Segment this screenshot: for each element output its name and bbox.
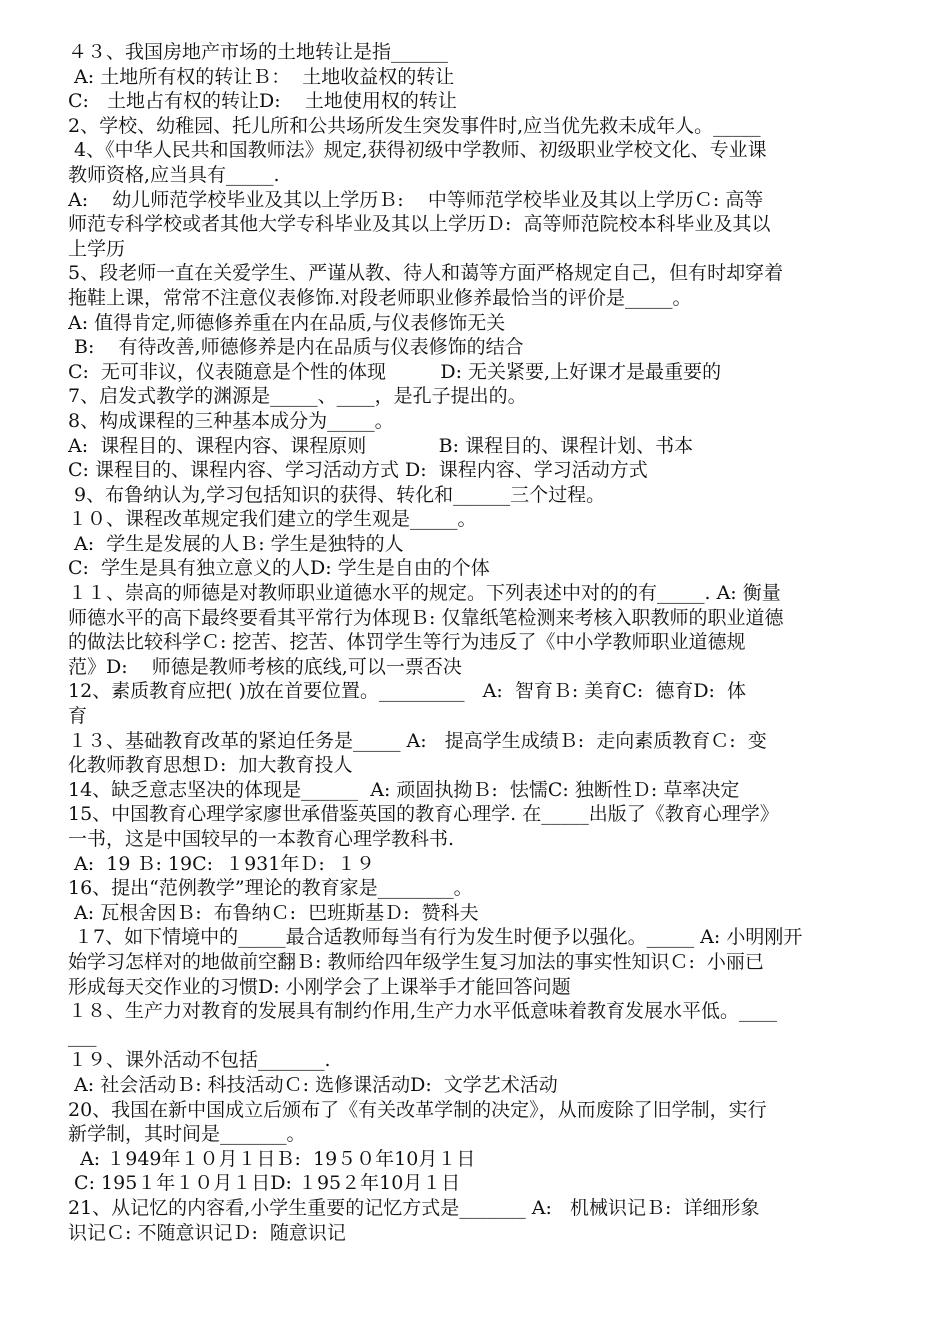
text-line: A: 学生是发展的人Ｂ: 学生是独特的人: [68, 532, 404, 555]
text-line: A: 土地所有权的转让Ｂ： 土地收益权的转让: [68, 65, 455, 88]
text-line: [68, 1245, 882, 1270]
text-line: 化教师教育思想Ｄ: 加大教育投人: [68, 754, 353, 777]
text-line: 识记Ｃ: 不随意识记Ｄ: 随意识记: [68, 1221, 346, 1244]
text-line: 拖鞋上课，常常不注意仪表修饰.对段老师职业修养最恰当的评价是_____。: [68, 286, 692, 309]
document-page: [68, 40, 882, 1270]
text-line: 师范专科学校或者其他大学专科毕业及其以上学历Ｄ: 高等师范院校本科毕业及其以: [68, 213, 771, 236]
text-line: C: 土地占有权的转让D: 土地使用权的转让: [68, 90, 457, 113]
text-line: 师德水平的高下最终要看其平常行为体现Ｂ: 仅靠纸笔检测来考核入职教师的职业道德: [68, 606, 784, 629]
text-line: １９、课外活动不包括_______.: [68, 1049, 331, 1072]
text-line: C: 195１年１０月１日D: １95２年10月１日: [68, 1172, 461, 1195]
text-line: 9、布鲁纳认为,学习包括知识的获得、转化和______三个过程。: [68, 483, 606, 506]
text-line: A: 课程目的、课程内容、课程原则 B: 课程目的、课程计划、书本: [68, 434, 694, 457]
text-line: 15、中国教育心理学家廖世承借鉴英国的教育心理学. 在_____出版了《教育心理学》: [68, 803, 779, 826]
text-line: 7、启发式教学的渊源是_____、____，是孔子提出的。: [68, 385, 527, 408]
text-line: 20、我国在新中国成立后颁布了《有关改革学制的决定》，从而废除了旧学制，实行: [68, 1098, 767, 1121]
text-line: A: 瓦根舍因Ｂ: 布鲁纳Ｃ: 巴班斯基Ｄ: 赞科夫: [68, 901, 479, 924]
text-line: 16、提出“范例教学”理论的教育家是________。: [68, 877, 473, 900]
text-line: 4、《中华人民共和国教师法》规定,获得初级中学教师、初级职业学校文化、专业课: [68, 139, 767, 162]
text-line: １３、基础教育改革的紧迫任务是_____ A: 提高学生成绩Ｂ: 走向素质教育Ｃ: 变: [68, 729, 767, 752]
text-line: 的做法比较科学Ｃ: 挖苦、挖苦、体罚学生等行为违反了《中小学教师职业道德规: [68, 631, 746, 654]
text-line: 12、素质教育应把( )放在首要位置。_________ A: 智育Ｂ: 美育C: 德育D: 体: [68, 680, 747, 703]
text-line: A: １949年１０月１日Ｂ: 19５０年10月１日: [68, 1147, 476, 1170]
text-line: １０、课程改革规定我们建立的学生观是_____。: [68, 508, 477, 531]
text-line: ４３、我国房地产市场的土地转让是指______: [68, 41, 449, 63]
text-line: 8、构成课程的三种基本成分为_____。: [68, 409, 394, 432]
text-line: ___: [68, 1024, 97, 1047]
text-line: C: 学生是具有独立意义的人D: 学生是自由的个体: [68, 557, 490, 580]
text-line: C: 课程目的、课程内容、学习活动方式 D: 课程内容、学习活动方式: [68, 459, 648, 482]
text-line: 上学历: [68, 237, 126, 260]
text-line: 一书，这是中国较早的一本教育心理学教科书.: [68, 828, 455, 850]
text-line: 始学习怎样对的地做前空翻Ｂ: 教师给四年级学生复习加法的事实性知识Ｃ: 小丽已: [68, 950, 764, 973]
text-line: 教师资格,应当具有_____.: [68, 163, 280, 186]
text-line: 2、学校、幼稚园、托儿所和公共场所发生突发事件时,应当优先救未成年人。_____: [68, 114, 761, 137]
text-line: A: 幼儿师范学校毕业及其以上学历Ｂ: 中等师范学校毕业及其以上学历Ｃ: 高等: [68, 188, 764, 211]
text-line: 形成每天交作业的习惯D: 小刚学会了上课举手才能回答问题: [68, 975, 571, 998]
text-line: 范》D: 师德是教师考核的底线,可以一票否决: [68, 655, 462, 678]
text-line: １８、生产力对教育的发展具有制约作用,生产力水平低意味着教育发展水平低。____: [68, 1000, 778, 1023]
text-line: 5、段老师一直在关爱学生、严谨从教、待人和蔼等方面严格规定自己，但有时却穿着: [68, 262, 784, 285]
text-line: １１、崇高的师德是对教师职业道德水平的规定。下列表述中对的的有_____. A: 衡量: [68, 582, 781, 605]
text-line: C: 无可非议，仪表随意是个性的体现 D: 无关紧要,上好课才是最重要的: [68, 360, 722, 383]
text-line: 21、从记忆的内容看,小学生重要的记忆方式是_______ A: 机械识记Ｂ: 详细形象: [68, 1196, 760, 1219]
text-line: 育: [68, 705, 88, 728]
text-line: 14、缺乏意志坚决的体现是______ A: 顽固执拗Ｂ: 怯懦C: 独断性Ｄ: 草率决定: [68, 778, 740, 801]
text-line: １7、如下情境中的_____最合适教师每当有行为发生时便予以强化。_____ A: 小明刚开: [68, 926, 803, 949]
text-line: 新学制，其时间是_______。: [68, 1123, 306, 1146]
text-line: A: 值得肯定,师德修养重在内在品质,与仪表修饰无关: [68, 311, 506, 334]
text-line: A: 19 Ｂ: 19C: １931年Ｄ: １９: [68, 852, 375, 875]
text-line: B: 有待改善,师德修养是内在品质与仪表修饰的结合: [68, 336, 524, 359]
text-line: A: 社会活动Ｂ: 科技活动Ｃ: 选修课活动D: 文学艺术活动: [68, 1073, 558, 1096]
